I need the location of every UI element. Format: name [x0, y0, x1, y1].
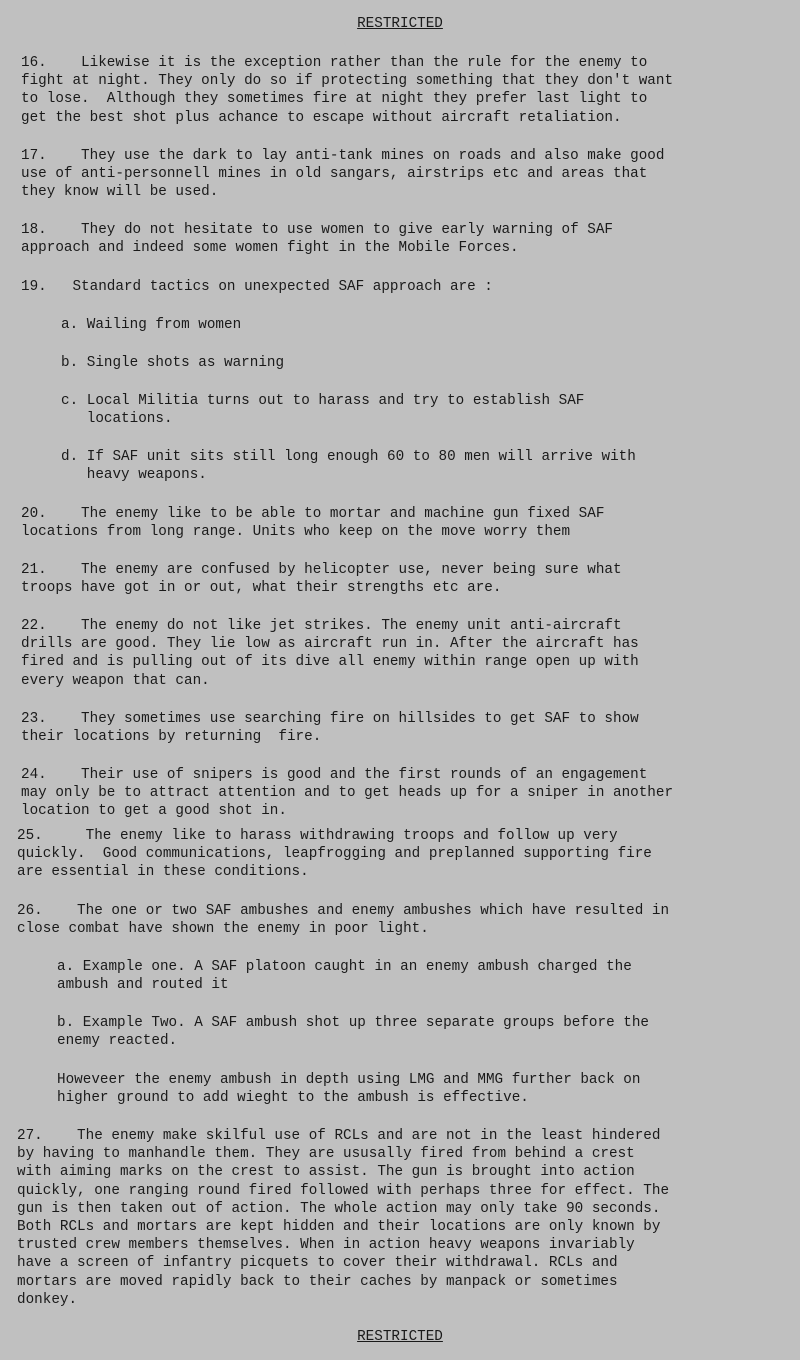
paragraph-26b: b. Example Two. A SAF ambush shot up three separate groups before the enemy reacted. — [57, 1015, 649, 1050]
paragraph-19b: b. Single shots as warning — [61, 355, 285, 371]
paragraph-25: 25. The enemy like to harass withdrawing troops and follow up very quickly. Good communications, leapfrogging and preplanned supporting fire are essential in these conditions. — [17, 828, 652, 881]
paragraph-26c: Howeveer the enemy ambush in depth using LMG and MMG further back on higher ground to add wieght to the ambush is effective. — [57, 1072, 641, 1107]
paragraph-19d: d. If SAF unit sits still long enough 60 to 80 men will arrive with heavy weapons. — [61, 449, 636, 484]
footer-classification-marking: RESTRICTED — [357, 1329, 443, 1345]
paragraph-19c: c. Local Militia turns out to harass and try to establish SAF locations. — [61, 393, 585, 428]
paragraph-23: 23. They sometimes use searching fire on hillsides to get SAF to show their locations by returning fire. — [21, 711, 639, 746]
paragraph-19: 19. Standard tactics on unexpected SAF approach are : — [21, 279, 493, 295]
header-classification-marking: RESTRICTED — [357, 16, 443, 32]
paragraph-26a: a. Example one. A SAF platoon caught in an enemy ambush charged the ambush and routed it — [57, 959, 632, 994]
paragraph-24: 24. Their use of snipers is good and the first rounds of an engagement may only be to attract attention and to get heads up for a sniper in another location to get a good shot in. — [21, 767, 674, 820]
paragraph-17: 17. They use the dark to lay anti-tank mines on roads and also make good use of anti-personnell mines in old sangars, airstrips etc and areas that they know will be used. — [21, 148, 665, 201]
paragraph-22: 22. The enemy do not like jet strikes. The enemy unit anti-aircraft drills are good. They lie low as aircraft run in. After the aircraft has fired and is pulling out of its dive all enemy within range open up with every weapon that can. — [21, 618, 639, 689]
paragraph-18: 18. They do not hesitate to use women to give early warning of SAF approach and indeed some women fight in the Mobile Forces. — [21, 222, 613, 257]
paragraph-20: 20. The enemy like to be able to mortar and machine gun fixed SAF locations from long range. Units who keep on the move worry them — [21, 506, 605, 541]
paragraph-26: 26. The one or two SAF ambushes and enemy ambushes which have resulted in close combat have shown the enemy in poor light. — [17, 903, 670, 938]
paragraph-16: 16. Likewise it is the exception rather than the rule for the enemy to fight at night. They only do so if protecting something that they don't want to lose. Although they sometimes fire at night they prefer last light to get the best shot plus achance to escape without aircraft retaliation. — [21, 55, 674, 126]
paragraph-27: 27. The enemy make skilful use of RCLs and are not in the least hindered by having to manhandle them. They are ususally fired from behind a crest with aiming marks on the crest to assist. The gun is brought into action quickly, one ranging round fired followed with perhaps three for effect. The gun is then taken out of action. The whole action may only take 90 seconds. Both RCLs and mortars are kept hidden and their locations are only known by trusted crew members themselves. When in action heavy weapons invariably have a screen of infantry picquets to cover their withdrawal. RCLs and mortars are moved rapidly back to their caches by manpack or sometimes donkey. — [17, 1128, 670, 1308]
paragraph-19a: a. Wailing from women — [61, 317, 242, 333]
paragraph-21: 21. The enemy are confused by helicopter use, never being sure what troops have got in or out, what their strengths etc are. — [21, 562, 622, 597]
